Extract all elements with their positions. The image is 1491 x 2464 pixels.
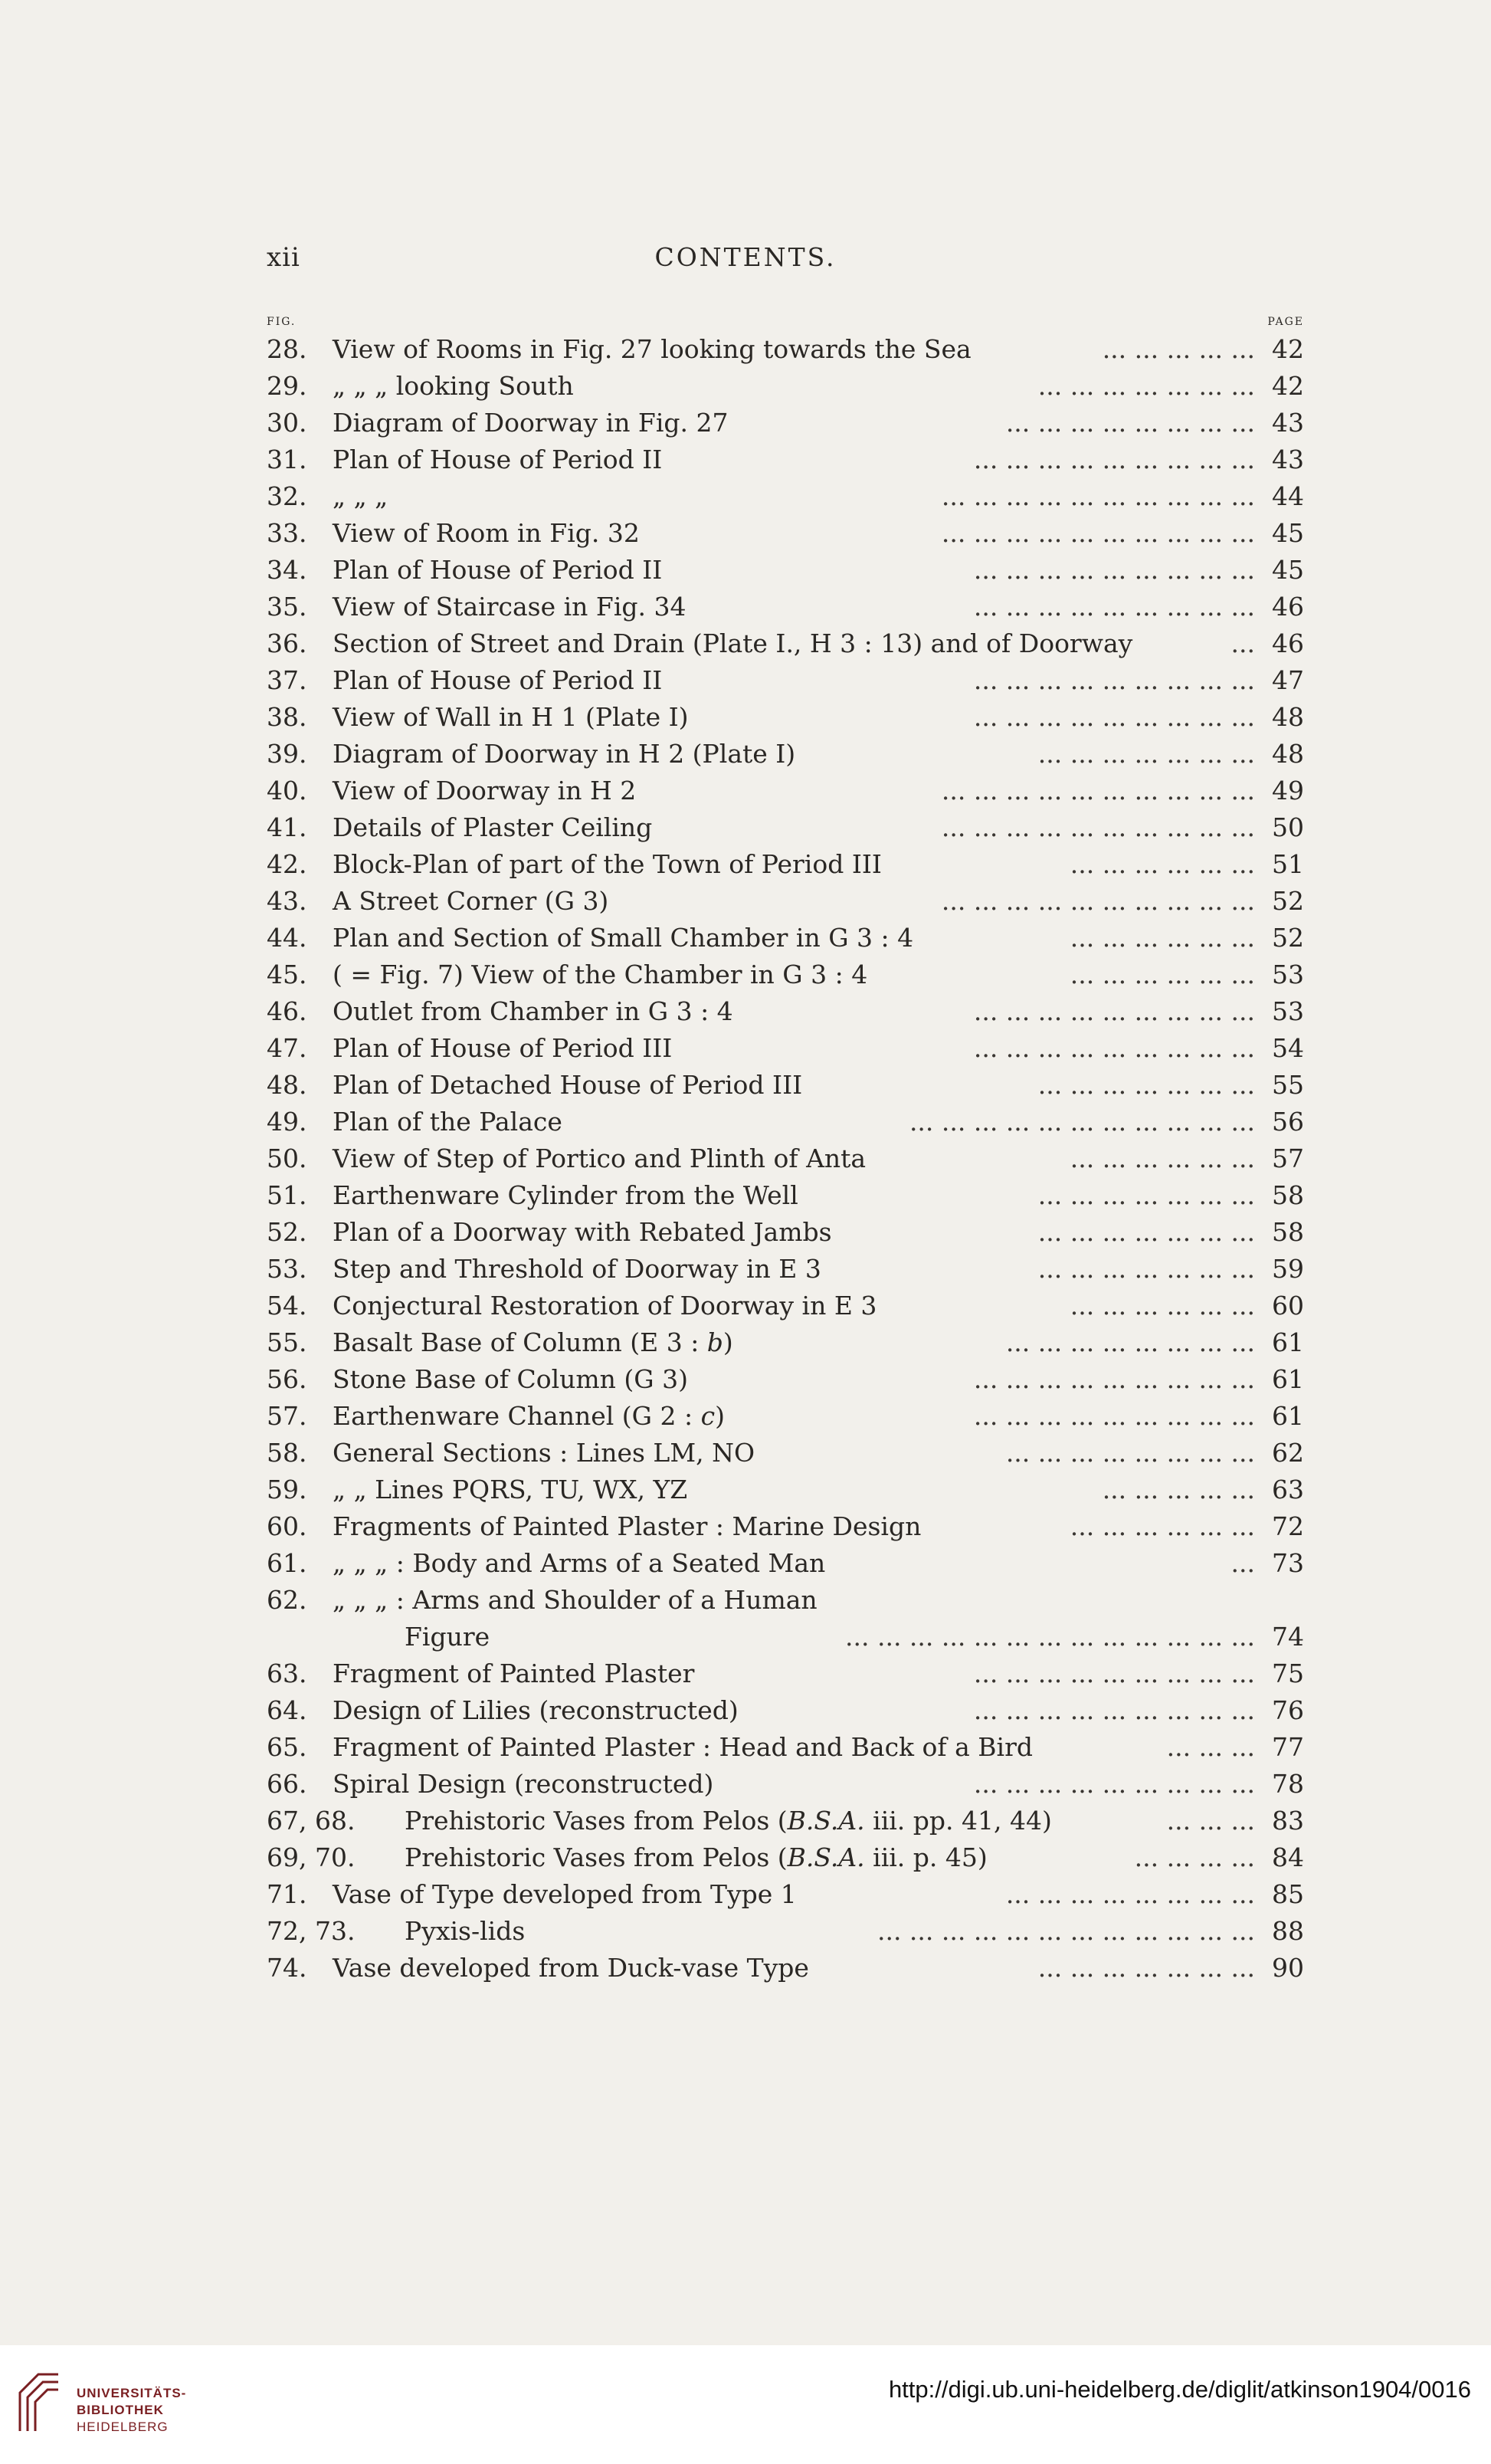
figure-title: Earthenware Cylinder from the Well xyxy=(333,1180,798,1210)
leader-dots: ... ... ... ... ... ... ... ... ... xyxy=(973,1364,1255,1394)
figure-title: Plan of the Palace xyxy=(333,1107,562,1137)
contents-entry xyxy=(267,515,1304,552)
figure-title: Plan of Detached House of Period III xyxy=(333,1070,803,1100)
figure-number: 54. xyxy=(267,1291,307,1321)
contents-entry xyxy=(267,773,1304,809)
figure-title: Conjectural Restoration of Doorway in E 3 xyxy=(333,1291,877,1321)
contents-entry xyxy=(267,1177,1304,1214)
figure-title: Spiral Design (reconstructed) xyxy=(333,1769,714,1799)
figure-number: 65. xyxy=(267,1732,307,1762)
leader-dots: ... ... ... ... ... ... xyxy=(1070,1143,1255,1173)
footer-bar xyxy=(0,2345,1491,2464)
figure-title: Fragments of Painted Plaster : Marine Design xyxy=(333,1511,922,1541)
figure-number: 52. xyxy=(267,1217,307,1247)
figure-title: Plan of House of Period II xyxy=(333,665,663,695)
leader-dots: ... ... ... ... ... ... ... xyxy=(1037,739,1255,769)
figure-number: 66. xyxy=(267,1769,307,1799)
page-number: 55 xyxy=(1272,1070,1304,1100)
figure-title: Plan of House of Period II xyxy=(333,555,663,585)
page-number: 63 xyxy=(1272,1475,1304,1504)
figure-number: 49. xyxy=(267,1107,307,1137)
figure-number: 48. xyxy=(267,1070,307,1100)
leader-dots: ... ... ... ... ... ... ... ... ... xyxy=(973,555,1255,585)
figure-title: „ „ „ : Body and Arms of a Seated Man xyxy=(333,1548,826,1578)
figure-title: Figure xyxy=(405,1622,490,1652)
contents-entry xyxy=(267,1619,1304,1655)
contents-entry xyxy=(267,1803,1304,1839)
page-number: 45 xyxy=(1272,555,1304,585)
page-number: 46 xyxy=(1272,628,1304,658)
figure-number: 47. xyxy=(267,1033,307,1063)
figure-number: 32. xyxy=(267,481,307,511)
page-number: 61 xyxy=(1272,1327,1304,1357)
figure-number: 31. xyxy=(267,445,307,474)
figure-number: 58. xyxy=(267,1438,307,1468)
figure-number: 40. xyxy=(267,776,307,805)
contents-entry xyxy=(267,589,1304,625)
figure-number: 50. xyxy=(267,1143,307,1173)
library-name xyxy=(77,2385,186,2436)
page-number: 52 xyxy=(1272,923,1304,953)
page-number: 52 xyxy=(1272,886,1304,916)
page-number: 85 xyxy=(1272,1879,1304,1909)
contents-entry xyxy=(267,1214,1304,1251)
page-number: 49 xyxy=(1272,776,1304,805)
page-number: 45 xyxy=(1272,518,1304,548)
figure-number: 59. xyxy=(267,1475,307,1504)
figure-number: 46. xyxy=(267,996,307,1026)
figure-title: Fragment of Painted Plaster : Head and Back of a Bird xyxy=(333,1732,1033,1762)
contents-entry xyxy=(267,1876,1304,1913)
contents-entry xyxy=(267,1030,1304,1067)
figure-title: Pyxis-lids xyxy=(405,1916,526,1946)
contents-entry xyxy=(267,1140,1304,1177)
figure-title: „ „ „ looking South xyxy=(333,371,574,401)
figure-number: 53. xyxy=(267,1254,307,1284)
figure-number: 71. xyxy=(267,1879,307,1909)
figure-number: 41. xyxy=(267,812,307,842)
contents-entry xyxy=(267,1324,1304,1361)
figure-title: Earthenware Channel (G 2 : c) xyxy=(333,1401,725,1431)
contents-entry xyxy=(267,368,1304,405)
figure-title: Details of Plaster Ceiling xyxy=(333,812,653,842)
page-number: 51 xyxy=(1272,849,1304,879)
leader-dots: ... ... ... ... ... ... ... ... ... xyxy=(973,702,1255,732)
contents-entry xyxy=(267,1104,1304,1140)
figure-number: 37. xyxy=(267,665,307,695)
page-number: 88 xyxy=(1272,1916,1304,1946)
page-number: 43 xyxy=(1272,408,1304,438)
page-number: 58 xyxy=(1272,1180,1304,1210)
contents-entry xyxy=(267,809,1304,846)
leader-dots: ... ... ... ... ... ... ... ... ... ... ... ... ... xyxy=(845,1622,1255,1652)
library-name-line3: HEIDELBERG xyxy=(77,2420,169,2434)
figure-number: 51. xyxy=(267,1180,307,1210)
page-column-heading: PAGE xyxy=(1267,316,1304,328)
contents-entry xyxy=(267,1655,1304,1692)
figure-title: Block-Plan of part of the Town of Period III xyxy=(333,849,882,879)
contents-list xyxy=(267,331,1304,1987)
figure-number: 34. xyxy=(267,555,307,585)
contents-entry xyxy=(267,405,1304,441)
leader-dots: ... ... ... ... xyxy=(1134,1842,1255,1872)
page-number: 53 xyxy=(1272,960,1304,989)
contents-entry xyxy=(267,1545,1304,1582)
leader-dots: ... ... ... ... ... ... ... ... ... xyxy=(973,445,1255,474)
figure-number: 44. xyxy=(267,923,307,953)
leader-dots: ... ... ... ... ... ... ... xyxy=(1037,371,1255,401)
figure-title: Stone Base of Column (G 3) xyxy=(333,1364,689,1394)
leader-dots: ... ... ... ... ... xyxy=(1102,1475,1255,1504)
library-name-line1: UNIVERSITÄTS- xyxy=(77,2386,187,2400)
figure-title: View of Wall in H 1 (Plate I) xyxy=(333,702,689,732)
figure-number: 29. xyxy=(267,371,307,401)
contents-entry xyxy=(267,441,1304,478)
figure-number: 33. xyxy=(267,518,307,548)
leader-dots: ... ... ... ... ... ... ... ... ... xyxy=(973,665,1255,695)
fig-column-heading: FIG. xyxy=(267,316,297,328)
figure-number: 56. xyxy=(267,1364,307,1394)
contents-entry xyxy=(267,625,1304,662)
figure-title: A Street Corner (G 3) xyxy=(333,886,609,916)
contents-entry xyxy=(267,1766,1304,1803)
figure-number: 62. xyxy=(267,1585,307,1615)
figure-number: 61. xyxy=(267,1548,307,1578)
page-number: 50 xyxy=(1272,812,1304,842)
figure-number: 64. xyxy=(267,1695,307,1725)
contents-entry xyxy=(267,883,1304,920)
leader-dots: ... ... ... ... ... ... ... ... xyxy=(1005,1879,1255,1909)
page-number: 83 xyxy=(1272,1806,1304,1836)
figure-number: 42. xyxy=(267,849,307,879)
contents-entry xyxy=(267,1472,1304,1508)
contents-entry xyxy=(267,1361,1304,1398)
figure-title: Vase of Type developed from Type 1 xyxy=(333,1879,797,1909)
contents-entry xyxy=(267,1692,1304,1729)
leader-dots: ... ... ... ... ... ... ... ... ... ... xyxy=(941,776,1255,805)
page-number: 61 xyxy=(1272,1401,1304,1431)
page-number: 60 xyxy=(1272,1291,1304,1321)
source-url-link[interactable]: http://digi.ub.uni-heidelberg.de/diglit/atkinson1904/0016 xyxy=(888,2376,1471,2403)
running-head: CONTENTS. xyxy=(654,242,837,272)
page-number: 84 xyxy=(1272,1842,1304,1872)
leader-dots: ... ... ... ... ... ... xyxy=(1070,1291,1255,1321)
leader-dots: ... xyxy=(1230,628,1255,658)
page-number: 61 xyxy=(1272,1364,1304,1394)
contents-entry xyxy=(267,1251,1304,1288)
figure-title: Plan of House of Period III xyxy=(333,1033,673,1063)
page-number: 72 xyxy=(1272,1511,1304,1541)
figure-title: Prehistoric Vases from Pelos (B.S.A. iii. pp. 41, 44) xyxy=(405,1806,1052,1836)
figure-number: 55. xyxy=(267,1327,307,1357)
leader-dots: ... ... ... ... ... ... ... xyxy=(1037,1217,1255,1247)
leader-dots: ... ... ... ... ... ... ... xyxy=(1037,1070,1255,1100)
figure-title: View of Step of Portico and Plinth of Anta xyxy=(333,1143,867,1173)
figure-title: Design of Lilies (reconstructed) xyxy=(333,1695,739,1725)
page-number: 57 xyxy=(1272,1143,1304,1173)
contents-entry xyxy=(267,736,1304,773)
figure-number: 72, 73. xyxy=(267,1916,356,1946)
figure-number: 36. xyxy=(267,628,307,658)
contents-entry xyxy=(267,846,1304,883)
figure-title: View of Doorway in H 2 xyxy=(333,776,637,805)
leader-dots: ... ... ... ... ... ... ... ... ... xyxy=(973,1695,1255,1725)
figure-title: Plan of House of Period II xyxy=(333,445,663,474)
page-number: 90 xyxy=(1272,1953,1304,1983)
figure-title: Diagram of Doorway in H 2 (Plate I) xyxy=(333,739,796,769)
page-number: 42 xyxy=(1272,371,1304,401)
page-number: 74 xyxy=(1272,1622,1304,1652)
leader-dots: ... ... ... xyxy=(1166,1806,1255,1836)
figure-number: 60. xyxy=(267,1511,307,1541)
page-number: 53 xyxy=(1272,996,1304,1026)
library-logo-icon xyxy=(15,2370,63,2436)
leader-dots: ... ... ... ... ... ... ... ... xyxy=(1005,1327,1255,1357)
page-number: 54 xyxy=(1272,1033,1304,1063)
contents-entry xyxy=(267,920,1304,956)
figure-number: 57. xyxy=(267,1401,307,1431)
contents-entry xyxy=(267,1508,1304,1545)
figure-title: Step and Threshold of Doorway in E 3 xyxy=(333,1254,821,1284)
contents-entry xyxy=(267,1913,1304,1950)
page-number: 78 xyxy=(1272,1769,1304,1799)
library-name-line2: BIBLIOTHEK xyxy=(77,2403,164,2417)
leader-dots: ... ... ... ... ... ... ... ... ... xyxy=(973,1769,1255,1799)
page-number: 44 xyxy=(1272,481,1304,511)
leader-dots: ... ... ... ... ... ... ... xyxy=(1037,1180,1255,1210)
figure-title: General Sections : Lines LM, NO xyxy=(333,1438,755,1468)
folio-number: xii xyxy=(267,242,300,273)
page-number: 47 xyxy=(1272,665,1304,695)
leader-dots: ... ... ... ... ... ... ... ... xyxy=(1005,1438,1255,1468)
figure-title: „ „ „ xyxy=(333,481,388,511)
leader-dots: ... ... ... ... ... ... ... ... ... ... xyxy=(941,886,1255,916)
contents-entry xyxy=(267,552,1304,589)
leader-dots: ... ... ... ... ... ... ... ... ... ... ... xyxy=(909,1107,1255,1137)
figure-number: 63. xyxy=(267,1659,307,1688)
contents-entry xyxy=(267,1398,1304,1435)
figure-title: View of Room in Fig. 32 xyxy=(333,518,640,548)
figure-number: 67, 68. xyxy=(267,1806,356,1836)
figure-number: 35. xyxy=(267,592,307,622)
page-number: 43 xyxy=(1272,445,1304,474)
contents-entry xyxy=(267,478,1304,515)
contents-entry xyxy=(267,662,1304,699)
leader-dots: ... ... ... ... ... ... ... xyxy=(1037,1254,1255,1284)
figure-title: Vase developed from Duck-vase Type xyxy=(333,1953,809,1983)
figure-title: „ „ Lines PQRS, TU, WX, YZ xyxy=(333,1475,688,1504)
contents-entry xyxy=(267,331,1304,368)
page-number: 62 xyxy=(1272,1438,1304,1468)
page-number: 75 xyxy=(1272,1659,1304,1688)
figure-title: Plan and Section of Small Chamber in G 3 : 4 xyxy=(333,923,914,953)
figure-title: „ „ „ : Arms and Shoulder of a Human xyxy=(333,1585,818,1615)
figure-title: Basalt Base of Column (E 3 : b) xyxy=(333,1327,733,1357)
contents-entry xyxy=(267,1729,1304,1766)
leader-dots: ... ... ... ... ... ... ... ... ... ... ... ... xyxy=(877,1916,1255,1946)
leader-dots: ... ... ... ... ... ... ... ... ... xyxy=(973,1401,1255,1431)
page-number: 76 xyxy=(1272,1695,1304,1725)
leader-dots: ... xyxy=(1230,1548,1255,1578)
page-number: 59 xyxy=(1272,1254,1304,1284)
contents-entry xyxy=(267,1582,1304,1619)
figure-title: View of Rooms in Fig. 27 looking towards the Sea xyxy=(333,334,972,364)
page-number: 73 xyxy=(1272,1548,1304,1578)
leader-dots: ... ... ... ... ... ... ... ... ... ... xyxy=(941,812,1255,842)
figure-number: 74. xyxy=(267,1953,307,1983)
leader-dots: ... ... ... ... ... ... xyxy=(1070,960,1255,989)
figure-title: ( = Fig. 7) View of the Chamber in G 3 : 4 xyxy=(333,960,868,989)
figure-number: 30. xyxy=(267,408,307,438)
page-number: 46 xyxy=(1272,592,1304,622)
figure-title: Outlet from Chamber in G 3 : 4 xyxy=(333,996,733,1026)
figure-number: 69, 70. xyxy=(267,1842,356,1872)
page-number: 58 xyxy=(1272,1217,1304,1247)
leader-dots: ... ... ... xyxy=(1166,1732,1255,1762)
figure-number: 45. xyxy=(267,960,307,989)
leader-dots: ... ... ... ... ... ... ... xyxy=(1037,1953,1255,1983)
figure-title: Plan of a Doorway with Rebated Jambs xyxy=(333,1217,832,1247)
contents-entry xyxy=(267,993,1304,1030)
contents-entry xyxy=(267,1435,1304,1472)
contents-entry xyxy=(267,1839,1304,1876)
figure-title: Fragment of Painted Plaster xyxy=(333,1659,695,1688)
page-number: 48 xyxy=(1272,739,1304,769)
contents-entry xyxy=(267,1288,1304,1324)
figure-title: Diagram of Doorway in Fig. 27 xyxy=(333,408,729,438)
leader-dots: ... ... ... ... ... ... ... ... ... ... xyxy=(941,481,1255,511)
figure-title: Section of Street and Drain (Plate I., H 3 : 13) and of Doorway xyxy=(333,628,1133,658)
leader-dots: ... ... ... ... ... xyxy=(1102,334,1255,364)
leader-dots: ... ... ... ... ... ... ... ... xyxy=(1005,408,1255,438)
figure-number: 43. xyxy=(267,886,307,916)
contents-entry xyxy=(267,699,1304,736)
figure-number: 38. xyxy=(267,702,307,732)
leader-dots: ... ... ... ... ... ... xyxy=(1070,1511,1255,1541)
contents-entry xyxy=(267,1950,1304,1987)
leader-dots: ... ... ... ... ... ... ... ... ... xyxy=(973,996,1255,1026)
leader-dots: ... ... ... ... ... ... ... ... ... ... xyxy=(941,518,1255,548)
leader-dots: ... ... ... ... ... ... ... ... ... xyxy=(973,1033,1255,1063)
contents-entry xyxy=(267,956,1304,993)
page-header xyxy=(0,242,1491,288)
leader-dots: ... ... ... ... ... ... xyxy=(1070,849,1255,879)
page-number: 77 xyxy=(1272,1732,1304,1762)
leader-dots: ... ... ... ... ... ... ... ... ... xyxy=(973,1659,1255,1688)
figure-number: 39. xyxy=(267,739,307,769)
page-number: 42 xyxy=(1272,334,1304,364)
contents-entry xyxy=(267,1067,1304,1104)
page-number: 48 xyxy=(1272,702,1304,732)
leader-dots: ... ... ... ... ... ... ... ... ... xyxy=(973,592,1255,622)
page-number: 56 xyxy=(1272,1107,1304,1137)
figure-number: 28. xyxy=(267,334,307,364)
leader-dots: ... ... ... ... ... ... xyxy=(1070,923,1255,953)
figure-title: Prehistoric Vases from Pelos (B.S.A. iii. p. 45) xyxy=(405,1842,988,1872)
figure-title: View of Staircase in Fig. 34 xyxy=(333,592,687,622)
